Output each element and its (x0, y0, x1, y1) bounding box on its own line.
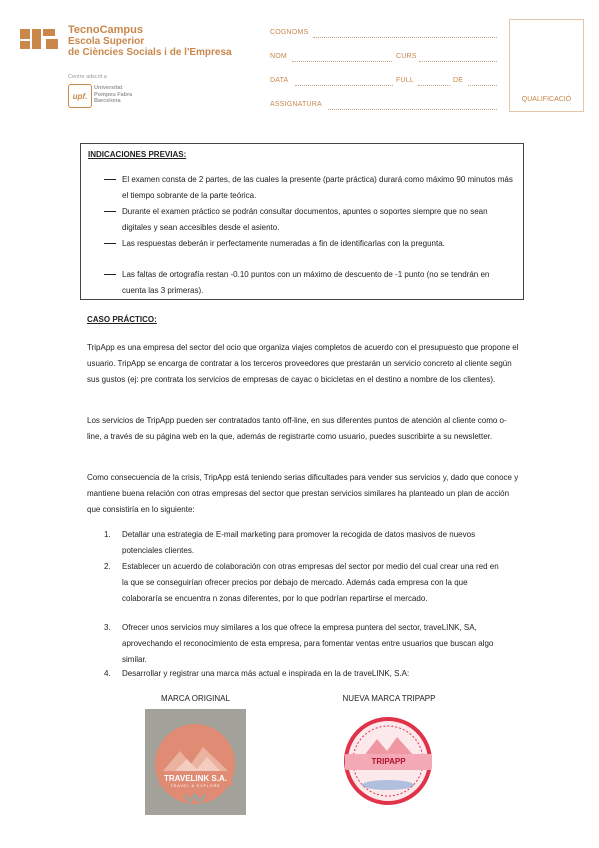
indication-item (104, 172, 514, 203)
original-brand-caption: MARCA ORIGINAL (161, 694, 230, 703)
case-paragraph: Como consecuencia de la crisis, TripApp está teniendo serias dificultades para vender sus servicios y, dado que conoce y mantiene buena relación con otras empresas del sector que prestan servicios similares ha planteado un plan de acción que consistiría en lo siguiente: (87, 473, 519, 514)
nom-field[interactable] (292, 54, 392, 62)
qualification-label: QUALIFICACIÓ (521, 96, 572, 103)
indication-text: Las faltas de ortografía restan -0.10 puntos con un máximo de descuento de -1 punto (no se tendrán en cuenta las 3 primeras). (122, 270, 490, 295)
tecnocampus-logo-icon (20, 27, 60, 51)
org-line-1: TecnoCampus (68, 24, 143, 36)
indication-item (104, 204, 514, 235)
case-paragraph: Los servicios de TripApp pueden ser contratados tanto off-line, en sus diferentes puntos de atención al cliente como o-line, a través de su página web en la que, además de registrarte como usuario, puedes suscribirte a su newsletter. (87, 416, 507, 441)
cognoms-label: COGNOMS (270, 29, 309, 36)
indication-text: El examen consta de 2 partes, de las cuales la presente (parte práctica) durará como máximo 90 minutos más el tiempo sobrante de la parte teórica. (122, 175, 513, 200)
upf-line-2: Pompeu Fabra (94, 91, 133, 98)
action-text: Establecer un acuerdo de colaboración con otras empresas del sector por medio del cual crear una red en la que se conseguirían ofrecer precios por debajo de mercado. Además cada empresa con la que colaboraría se encuentra n zonas diferentes, por lo que podrían repartirse el mercado. (122, 562, 499, 603)
assignatura-label: ASSIGNATURA (270, 101, 322, 108)
data-field[interactable] (295, 78, 393, 86)
org-line-3: de Ciències Socials i de l'Empresa (68, 47, 232, 58)
nom-label: NOM (270, 53, 287, 60)
associated-center-label: Centre adscrit a (68, 74, 107, 80)
tripapp-logo-image (337, 709, 440, 815)
action-text: Ofrecer unos servicios muy similares a los que ofrece la empresa puntera del sector, traveLINK, SA, aprovechando el reconocimiento de esta empresa, para fomentar ventas entre usuarios que buscan algo similar. (122, 623, 494, 664)
indication-item (104, 267, 514, 298)
org-line-2: Escola Superior (68, 36, 145, 47)
upf-logo: upf. (68, 84, 92, 108)
case-title: CASO PRÁCTICO: (87, 315, 157, 324)
indication-item (104, 236, 514, 252)
curs-label: CURS (396, 53, 417, 60)
action-number: 4. (104, 669, 111, 678)
action-text: Detallar una estrategia de E-mail marketing para promover la recogida de datos masivos de nuevos potenciales clientes. (122, 530, 476, 555)
action-number: 2. (104, 562, 111, 571)
action-item (87, 559, 507, 607)
action-item (87, 666, 507, 682)
de-field[interactable] (468, 78, 497, 86)
curs-field[interactable] (419, 54, 497, 62)
cognoms-field[interactable] (313, 30, 497, 38)
new-brand-caption: NUEVA MARCA TRIPAPP (342, 694, 436, 703)
full-label: FULL (396, 77, 414, 84)
data-label: DATA (270, 77, 289, 84)
organization-name (68, 25, 232, 58)
upf-name (94, 85, 132, 105)
travelink-logo-text: TRAVELINK S.A. (164, 774, 227, 783)
action-text: Desarrollar y registrar una marca más actual e inspirada en la de traveLINK, S.A: (122, 669, 410, 678)
indications-title: INDICACIONES PREVIAS: (88, 150, 187, 159)
travelink-logo-image (145, 709, 246, 815)
upf-line-3: Barcelona (94, 98, 121, 104)
action-item (87, 527, 507, 559)
full-field[interactable] (418, 78, 450, 86)
case-paragraph: TripApp es una empresa del sector del ocio que organiza viajes completos de acuerdo con el presupuesto que propone el usuario. TripApp se encarga de contratar a los terceros proveedores que prestarán un servicio concreto al cliente según sus gustos (ej: pre contrata los servicios de empresas de cayac o bicicletas en el destino a nombre de los clientes). (87, 343, 519, 384)
assignatura-field[interactable] (328, 102, 497, 110)
indication-text: Las respuestas deberán ir perfectamente numeradas a fin de identificarlas con la pregunta. (122, 239, 445, 248)
action-number: 3. (104, 623, 111, 632)
action-number: 1. (104, 530, 111, 539)
action-item (87, 620, 507, 668)
tripapp-logo-text: TRIPAPP (371, 757, 406, 766)
travelink-logo-subtext: TRAVEL & EXPLORE (170, 784, 221, 788)
travelink-logo-graphic (145, 709, 246, 815)
indication-text: Durante el examen práctico se podrán consultar documentos, apuntes o soportes siempre que no sean digitales y sean accesibles desde el asiento. (122, 207, 488, 232)
de-label: DE (453, 77, 464, 84)
upf-line-1: Universitat (94, 85, 123, 91)
